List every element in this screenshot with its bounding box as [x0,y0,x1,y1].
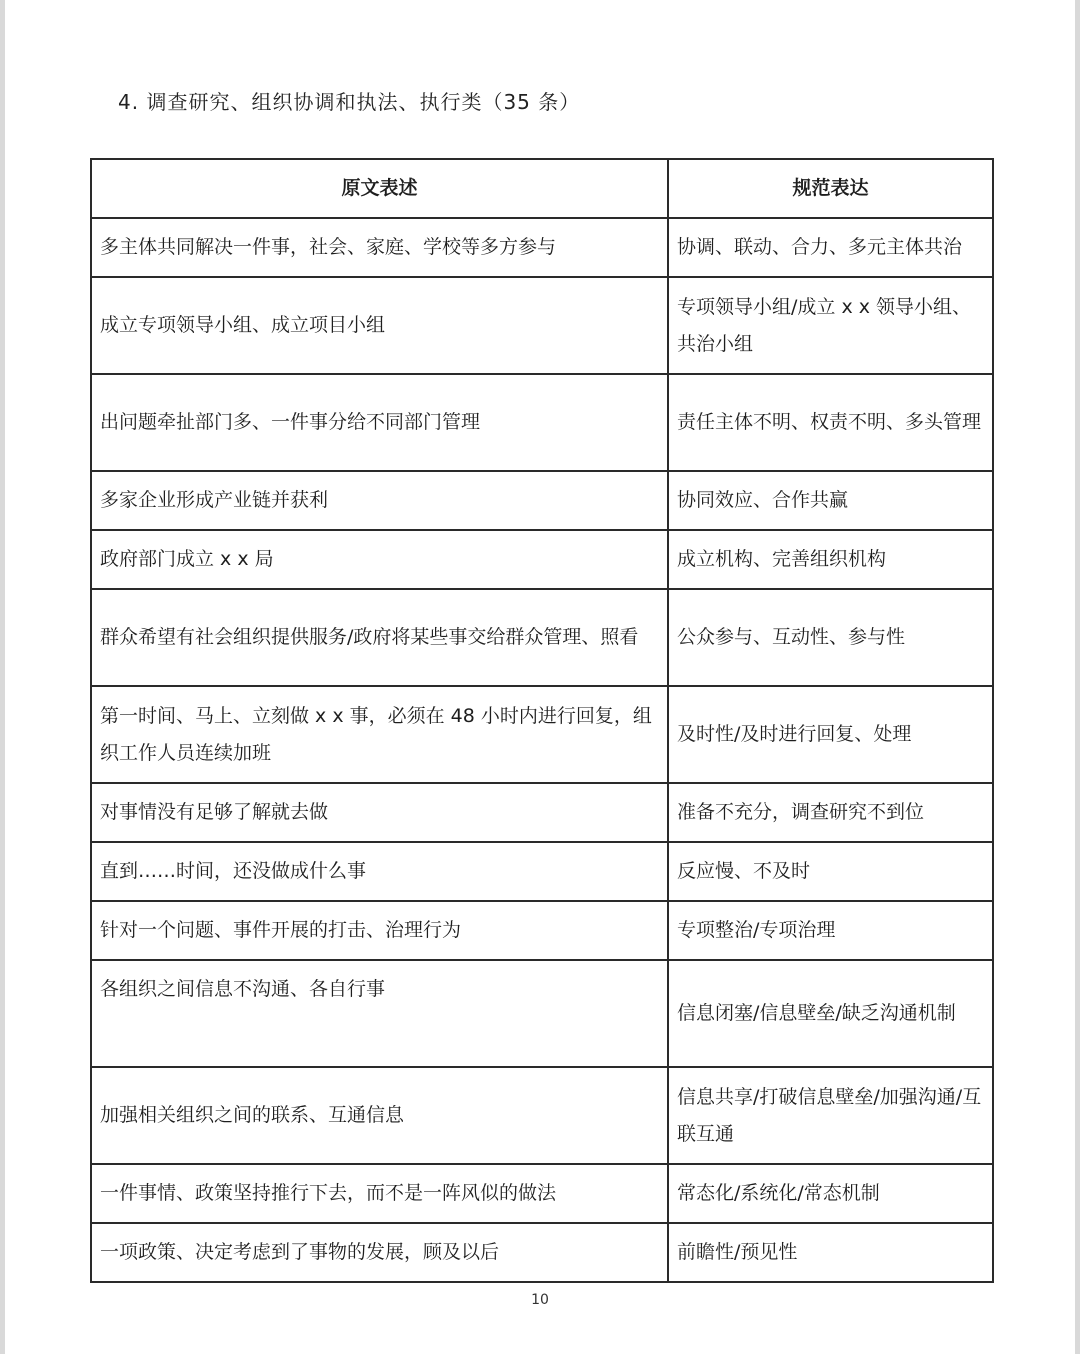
table-row [91,1223,993,1282]
table-row [91,1164,993,1223]
standard-cell: 反应慢、不及时 [668,842,993,901]
original-cell: 多家企业形成产业链并获利 [91,471,668,530]
standard-cell: 准备不充分，调查研究不到位 [668,783,993,842]
page-edge-right [1075,0,1080,1354]
page-edge-left [0,0,5,1354]
column-header-original: 原文表述 [91,159,668,218]
original-cell: 出问题牵扯部门多、一件事分给不同部门管理 [91,374,668,471]
column-header-standard: 规范表达 [668,159,993,218]
table-row [91,1067,993,1164]
standard-cell: 公众参与、互动性、参与性 [668,589,993,686]
table-row [91,471,993,530]
expression-table [90,158,994,1283]
standard-cell: 专项领导小组/成立 x x 领导小组、共治小组 [668,277,993,374]
original-cell: 多主体共同解决一件事，社会、家庭、学校等多方参与 [91,218,668,277]
standard-cell: 责任主体不明、权责不明、多头管理 [668,374,993,471]
table-row [91,686,993,783]
original-cell: 一件事情、政策坚持推行下去，而不是一阵风似的做法 [91,1164,668,1223]
original-cell: 政府部门成立 x x 局 [91,530,668,589]
original-cell: 群众希望有社会组织提供服务/政府将某些事交给群众管理、照看 [91,589,668,686]
standard-cell: 及时性/及时进行回复、处理 [668,686,993,783]
table-row [91,960,993,1067]
original-cell: 加强相关组织之间的联系、互通信息 [91,1067,668,1164]
original-cell: 成立专项领导小组、成立项目小组 [91,277,668,374]
original-cell: 针对一个问题、事件开展的打击、治理行为 [91,901,668,960]
table-row [91,901,993,960]
standard-cell: 协同效应、合作共赢 [668,471,993,530]
table-row [91,530,993,589]
original-cell: 一项政策、决定考虑到了事物的发展，顾及以后 [91,1223,668,1282]
standard-cell: 成立机构、完善组织机构 [668,530,993,589]
original-cell: 直到……时间，还没做成什么事 [91,842,668,901]
section-heading: 4. 调查研究、组织协调和执法、执行类（35 条） [118,90,581,114]
table-row [91,783,993,842]
original-cell: 对事情没有足够了解就去做 [91,783,668,842]
standard-cell: 信息共享/打破信息壁垒/加强沟通/互联互通 [668,1067,993,1164]
table-row [91,589,993,686]
standard-cell: 前瞻性/预见性 [668,1223,993,1282]
standard-cell: 常态化/系统化/常态机制 [668,1164,993,1223]
original-cell: 各组织之间信息不沟通、各自行事 [91,960,668,1067]
standard-cell: 信息闭塞/信息壁垒/缺乏沟通机制 [668,960,993,1067]
table-row [91,218,993,277]
standard-cell: 协调、联动、合力、多元主体共治 [668,218,993,277]
page-number: 10 [531,1292,549,1308]
standard-cell: 专项整治/专项治理 [668,901,993,960]
table-row [91,277,993,374]
table-row [91,374,993,471]
table-header-row [91,159,993,218]
original-cell: 第一时间、马上、立刻做 x x 事，必须在 48 小时内进行回复，组织工作人员连续加班 [91,686,668,783]
table-row [91,842,993,901]
